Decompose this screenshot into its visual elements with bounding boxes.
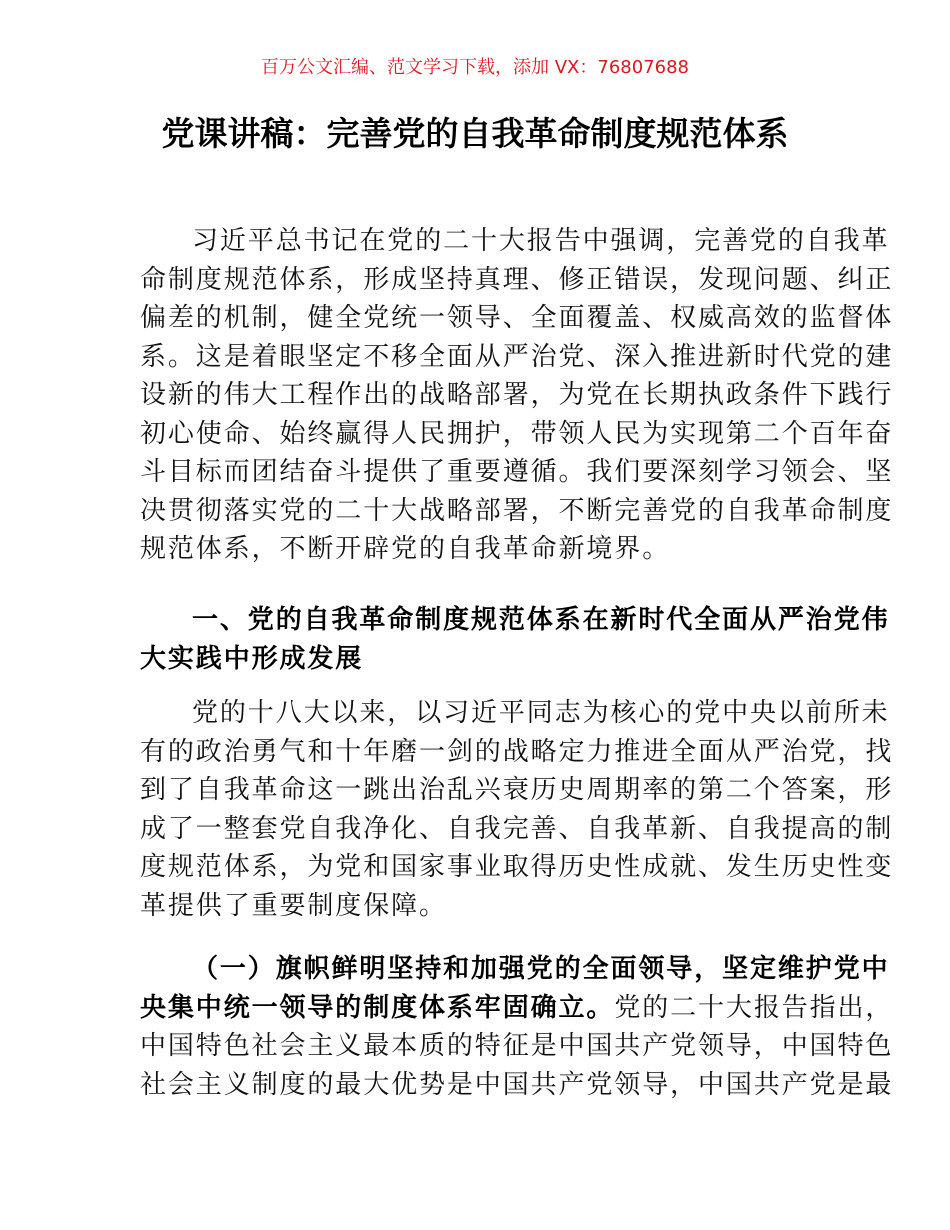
subheading-line: （一）旗帜鲜明坚持和加强党的全面领导，坚定维护党中 bbox=[192, 954, 890, 984]
text-span: 党的二十大报告指出， bbox=[614, 992, 894, 1023]
text-line: 偏差的机制，健全党统一领导、全面覆盖、权威高效的监督体 bbox=[140, 303, 894, 333]
paragraph-section-1 bbox=[140, 694, 894, 925]
section-heading-1 bbox=[140, 601, 890, 678]
paragraph-subsection-1 bbox=[140, 950, 894, 1104]
text-line: 斗目标而团结奋斗提供了重要遵循。我们要深刻学习领会、坚 bbox=[140, 457, 894, 487]
text-line: 初心使命、始终赢得人民拥护，带领人民为实现第二个百年奋 bbox=[140, 418, 894, 449]
text-line: 革提供了重要制度保障。 bbox=[140, 890, 447, 921]
document-title: 党课讲稿：完善党的自我革命制度规范体系 bbox=[161, 114, 789, 153]
heading-line: 大实践中形成发展 bbox=[140, 643, 364, 674]
text-line: 决贯彻落实党的二十大战略部署，不断完善党的自我革命制度 bbox=[140, 495, 894, 526]
subheading-tail: 央集中统一领导的制度体系牢固确立。 bbox=[140, 992, 615, 1023]
text-line: 有的政治勇气和十年磨一剑的战略定力推进全面从严治党，找 bbox=[140, 736, 894, 767]
text-line: 习近平总书记在党的二十大报告中强调，完善党的自我革 bbox=[192, 226, 890, 256]
mixed-line bbox=[140, 989, 894, 1028]
text-line: 命制度规范体系，形成坚持真理、修正错误，发现问题、纠正 bbox=[140, 264, 894, 295]
text-line: 设新的伟大工程作出的战略部署，为党在长期执政条件下践行 bbox=[140, 380, 894, 410]
text-line: 度规范体系，为党和国家事业取得历史性成就、发生历史性变 bbox=[140, 852, 894, 882]
text-line: 成了一整套党自我净化、自我完善、自我革新、自我提高的制 bbox=[140, 813, 894, 844]
text-line: 社会主义制度的最大优势是中国共产党领导，中国共产党是最 bbox=[140, 1069, 894, 1100]
heading-line: 一、党的自我革命制度规范体系在新时代全面从严治党伟 bbox=[192, 605, 890, 635]
text-line: 党的十八大以来，以习近平同志为核心的党中央以前所未 bbox=[192, 698, 890, 728]
text-line: 中国特色社会主义最本质的特征是中国共产党领导，中国特色 bbox=[140, 1031, 894, 1061]
text-line: 系。这是着眼坚定不移全面从严治党、深入推进新时代党的建 bbox=[140, 341, 894, 372]
watermark-banner: 百万公文汇编、范文学习下载，添加 VX：76807688 bbox=[261, 57, 689, 78]
paragraph-intro bbox=[140, 222, 894, 569]
text-line: 到了自我革命这一跳出治乱兴衰历史周期率的第二个答案，形 bbox=[140, 775, 894, 805]
text-line: 规范体系，不断开辟党的自我革命新境界。 bbox=[140, 534, 671, 564]
